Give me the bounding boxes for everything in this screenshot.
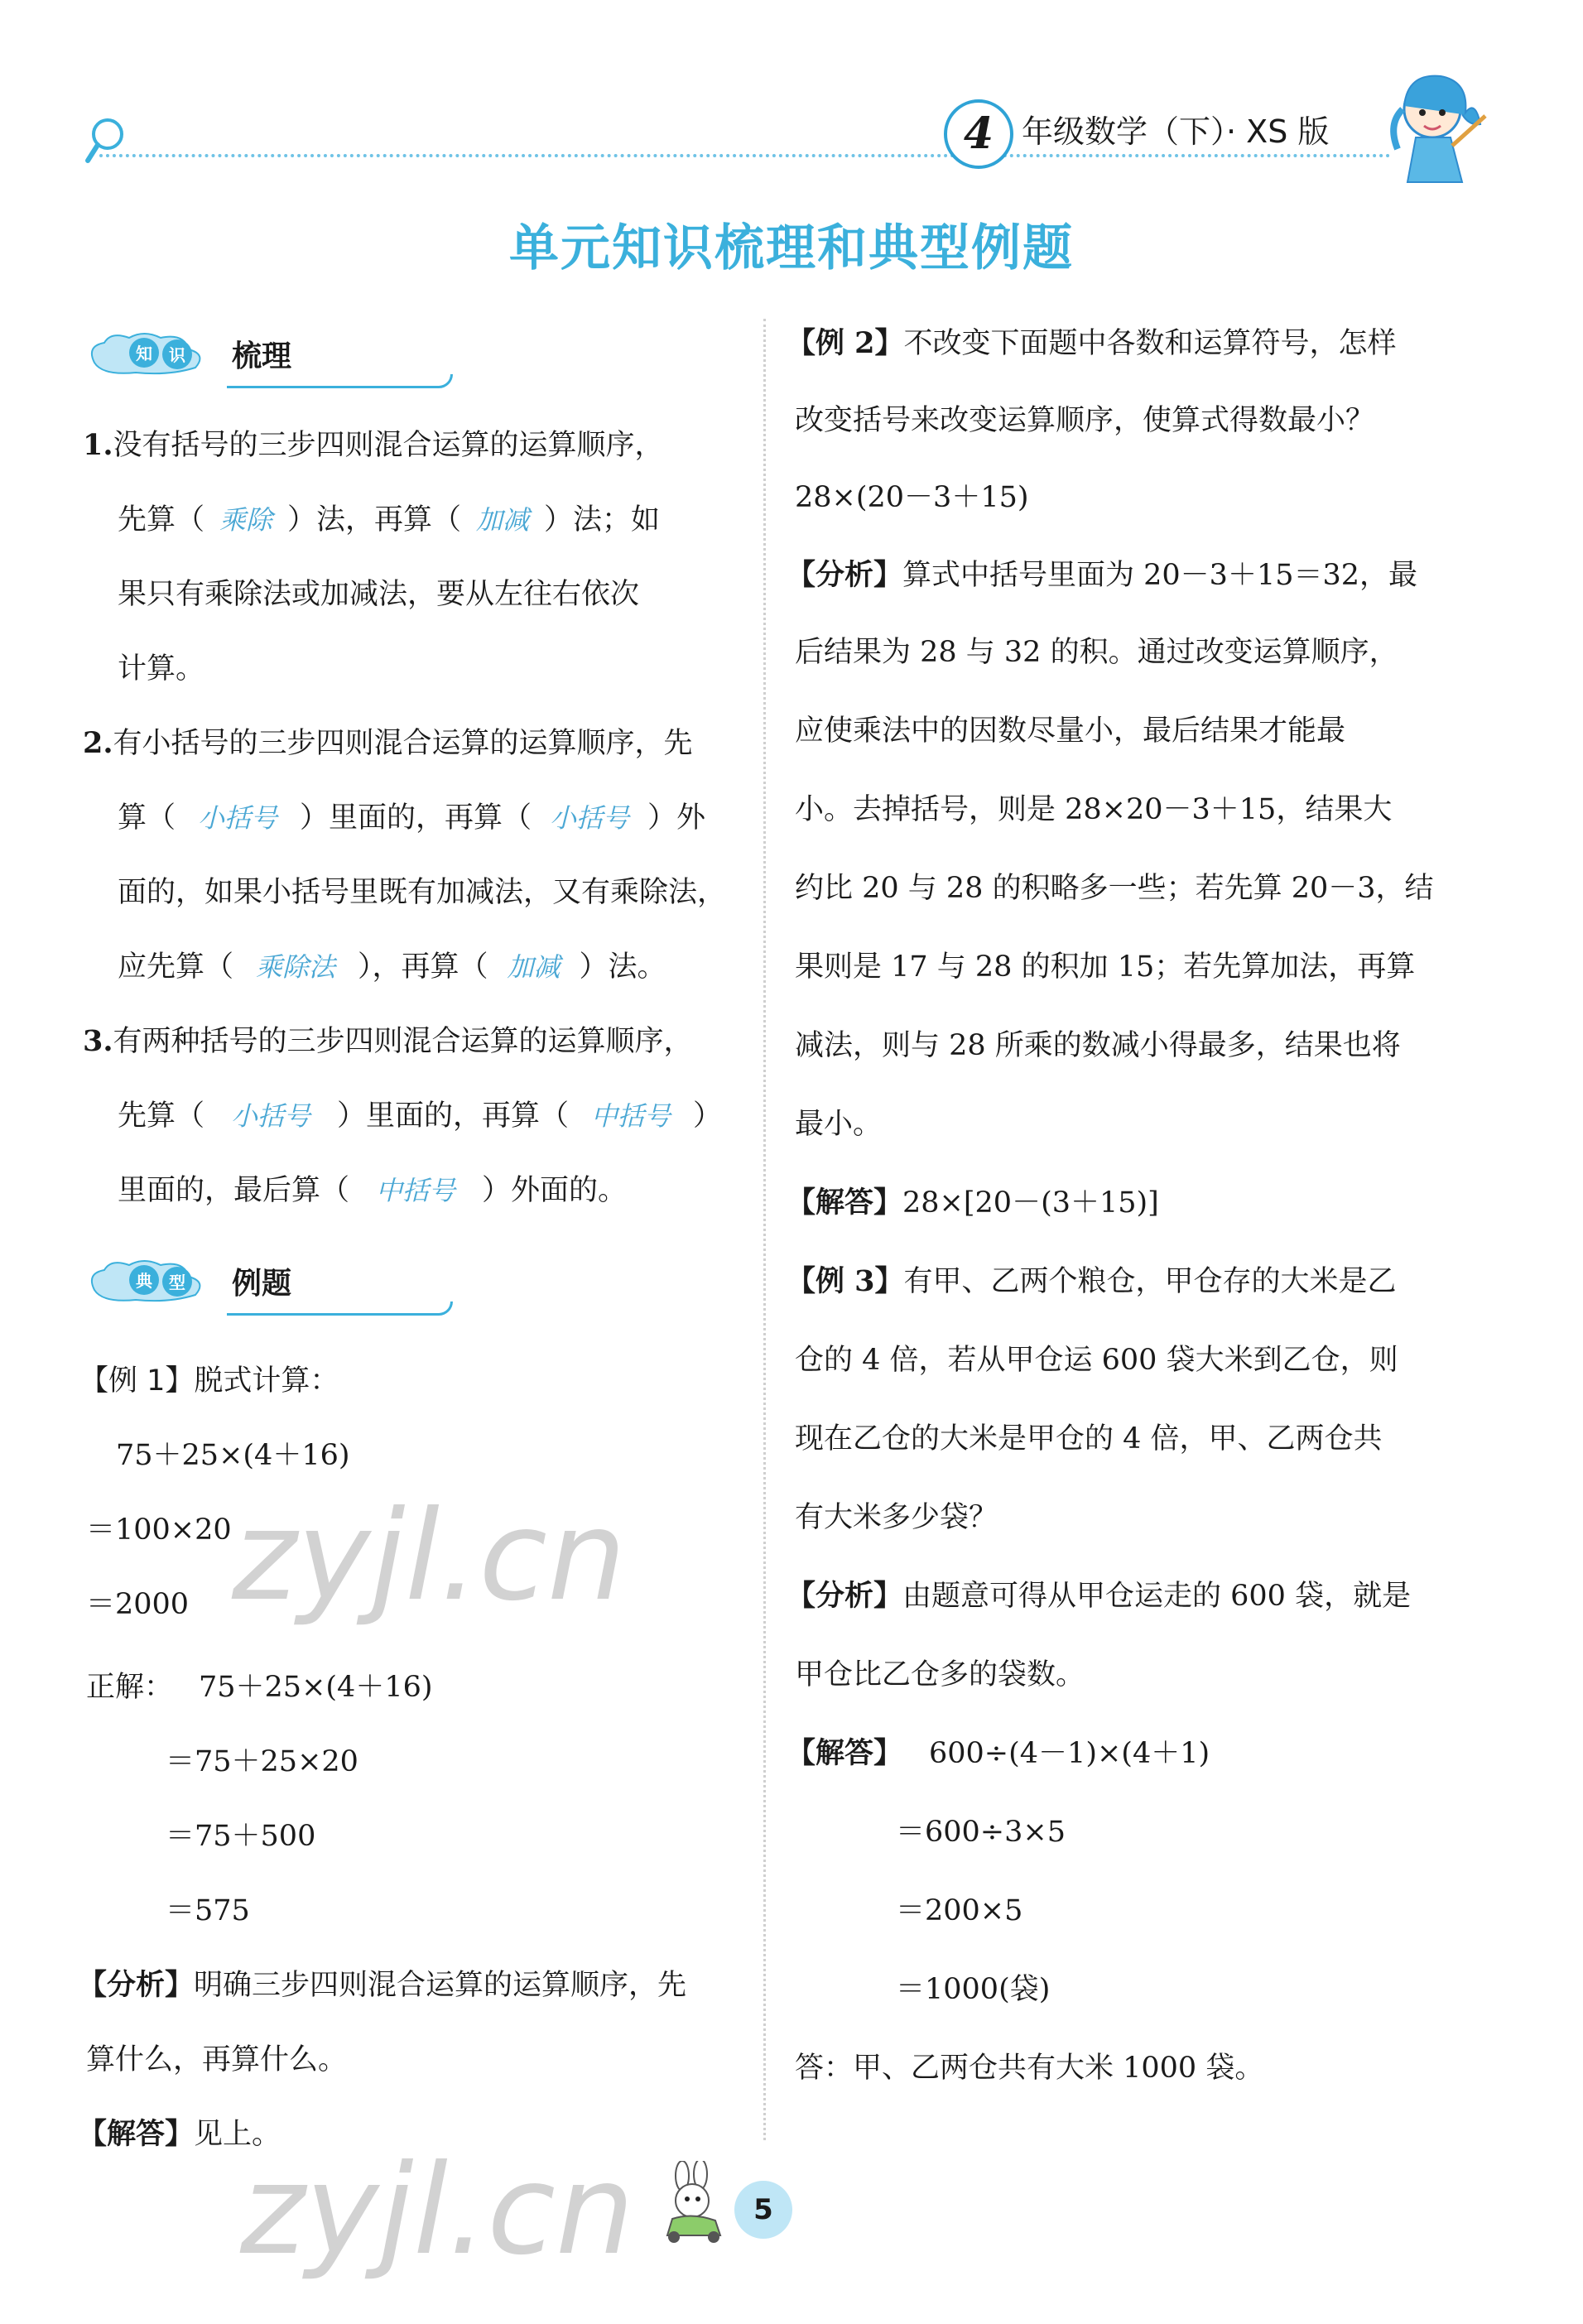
summary-item-2-line4: 应先算（ 乘除法 ），再算（ 加减 ）法。 xyxy=(118,930,666,1004)
example-1-analysis-line2: 算什么，再算什么。 xyxy=(86,2043,348,2076)
section-badge-label: 例题 xyxy=(232,1267,292,1301)
example-3-answer-label: 【解答】 xyxy=(787,1736,903,1770)
summary-item-1-line3: 果只有乘除法或加减法，要从左往右依次 xyxy=(118,578,640,611)
answer-blank: 中括号 xyxy=(591,1100,671,1132)
summary-item-1-line2: 先算（ 乘除 ）法，再算（ 加减 ）法；如 xyxy=(118,483,660,557)
example-3-analysis-line2: 甲仓比乙仓多的袋数。 xyxy=(795,1658,1085,1691)
svg-text:典: 典 xyxy=(136,1271,152,1291)
example-3-step: 600÷(4－1)×(4＋1) xyxy=(929,1737,1210,1770)
example-3-question-line3: 现在乙仓的大米是甲仓的 4 倍，甲、乙两仓共 xyxy=(795,1422,1383,1456)
summary-item-1-line4: 计算。 xyxy=(118,652,205,686)
cloud-badge-icon xyxy=(86,330,210,376)
example-2-analysis-line: 【分析】算式中括号里面为 20－3＋15＝32，最 xyxy=(787,558,1418,592)
answer-blank: 小括号 xyxy=(231,1100,311,1132)
summary-item-2-line2: 算（ 小括号 ）里面的，再算（ 小括号 ）外 xyxy=(118,781,705,855)
answer-blank: 中括号 xyxy=(376,1175,456,1206)
example-1-analysis: 【分析】明确三步四则混合运算的运算顺序，先 xyxy=(78,1968,687,2002)
badge-underline xyxy=(227,1302,453,1316)
example-2-analysis-line: 应使乘法中的因数尽量小，最后结果才能最 xyxy=(795,715,1346,748)
example-2-analysis-line: 最小。 xyxy=(795,1108,883,1141)
svg-text:知: 知 xyxy=(136,344,152,363)
example-3-step: ＝200×5 xyxy=(896,1894,1023,1927)
example-2-question-line1: 【例 2】不改变下面题中各数和运算符号，怎样 xyxy=(787,326,1397,360)
wrong-step: ＝2000 xyxy=(86,1588,190,1621)
magnifier-icon xyxy=(83,116,126,167)
wrong-step: 75＋25×(4＋16) xyxy=(116,1439,350,1472)
answer-blank: 小括号 xyxy=(550,802,630,834)
example-3-step: ＝1000(袋) xyxy=(896,1973,1051,2006)
cloud-badge-icon xyxy=(86,1257,210,1303)
example-1-answer: 【解答】见上。 xyxy=(78,2117,281,2151)
example-3-question-line4: 有大米多少袋？ xyxy=(795,1501,998,1534)
example-2-question-line2: 改变括号来改变运算顺序，使算式得数最小？ xyxy=(795,404,1375,437)
column-divider xyxy=(763,319,766,2140)
example-2-expression: 28×(20－3＋15) xyxy=(795,481,1029,514)
correct-step: 75＋25×(4＋16) xyxy=(199,1671,433,1704)
summary-item-1-line1: 1.没有括号的三步四则混合运算的运算顺序， xyxy=(83,428,664,462)
answer-blank: 加减 xyxy=(476,504,530,536)
grade-title: 年级数学（下）· XS 版 xyxy=(1022,113,1330,150)
answer-blank: 小括号 xyxy=(198,802,278,834)
rabbit-mascot-icon xyxy=(654,2161,734,2244)
badge-underline xyxy=(227,374,453,388)
section-badge-examples xyxy=(86,1255,459,1305)
example-1-heading: 【例 1】脱式计算： xyxy=(79,1364,339,1398)
summary-item-2-line1: 2.有小括号的三步四则混合运算的运算顺序，先 xyxy=(83,726,693,760)
example-3-question-line2: 仓的 4 倍，若从甲仓运 600 袋大米到乙仓，则 xyxy=(795,1344,1398,1377)
example-3-step: ＝600÷3×5 xyxy=(896,1816,1066,1849)
girl-mascot-icon xyxy=(1383,66,1490,190)
wrong-step: ＝100×20 xyxy=(86,1513,232,1547)
example-2-answer: 【解答】28×[20－(3＋15)] xyxy=(787,1186,1159,1220)
summary-item-3-line2: 先算（ 小括号 ）里面的，再算（ 中括号 ） xyxy=(118,1079,722,1153)
section-badge-label: 梳理 xyxy=(232,339,292,373)
section-badge-summary xyxy=(86,328,459,378)
correct-step: ＝75＋500 xyxy=(166,1820,316,1853)
example-2-analysis-line: 约比 20 与 28 的积略多一些；若先算 20－3，结 xyxy=(795,872,1434,905)
example-3-question-line1: 【例 3】有甲、乙两个粮仓，甲仓存的大米是乙 xyxy=(787,1264,1397,1298)
page-number: 5 xyxy=(734,2181,792,2239)
example-2-analysis-line: 后结果为 28 与 32 的积。通过改变运算顺序， xyxy=(795,636,1398,669)
example-3-conclusion: 答：甲、乙两仓共有大米 1000 袋。 xyxy=(795,2052,1264,2085)
watermark: zyjl.cn xyxy=(240,2139,635,2283)
page-title: 单元知识梳理和典型例题 xyxy=(509,219,1074,277)
correct-step: ＝75＋25×20 xyxy=(166,1745,358,1778)
example-2-analysis-line: 减法，则与 28 所乘的数减小得最多，结果也将 xyxy=(795,1029,1401,1062)
correct-step: ＝575 xyxy=(166,1894,250,1927)
example-2-analysis-line: 果则是 17 与 28 的积加 15；若先算加法，再算 xyxy=(795,950,1416,984)
watermark: zyjl.cn xyxy=(232,1484,627,1629)
correct-solution-label: 正解： xyxy=(86,1671,174,1704)
example-3-analysis: 【分析】由题意可得从甲仓运走的 600 袋，就是 xyxy=(787,1579,1412,1613)
answer-blank: 乘除法 xyxy=(256,951,336,983)
grade-badge: 4 xyxy=(944,99,1013,169)
svg-text:型: 型 xyxy=(169,1273,185,1292)
summary-item-3-line3: 里面的，最后算（ 中括号 ）外面的。 xyxy=(118,1153,627,1228)
svg-text:识: 识 xyxy=(169,345,185,365)
summary-item-2-line3: 面的，如果小括号里既有加减法，又有乘除法， xyxy=(118,876,727,909)
answer-blank: 乘除 xyxy=(219,504,273,536)
summary-item-3-line1: 3.有两种括号的三步四则混合运算的运算顺序， xyxy=(83,1024,693,1058)
answer-blank: 加减 xyxy=(507,951,561,983)
header-dotted-line xyxy=(99,154,1391,157)
example-2-analysis-line: 小。去掉括号，则是 28×20－3＋15，结果大 xyxy=(795,793,1393,826)
